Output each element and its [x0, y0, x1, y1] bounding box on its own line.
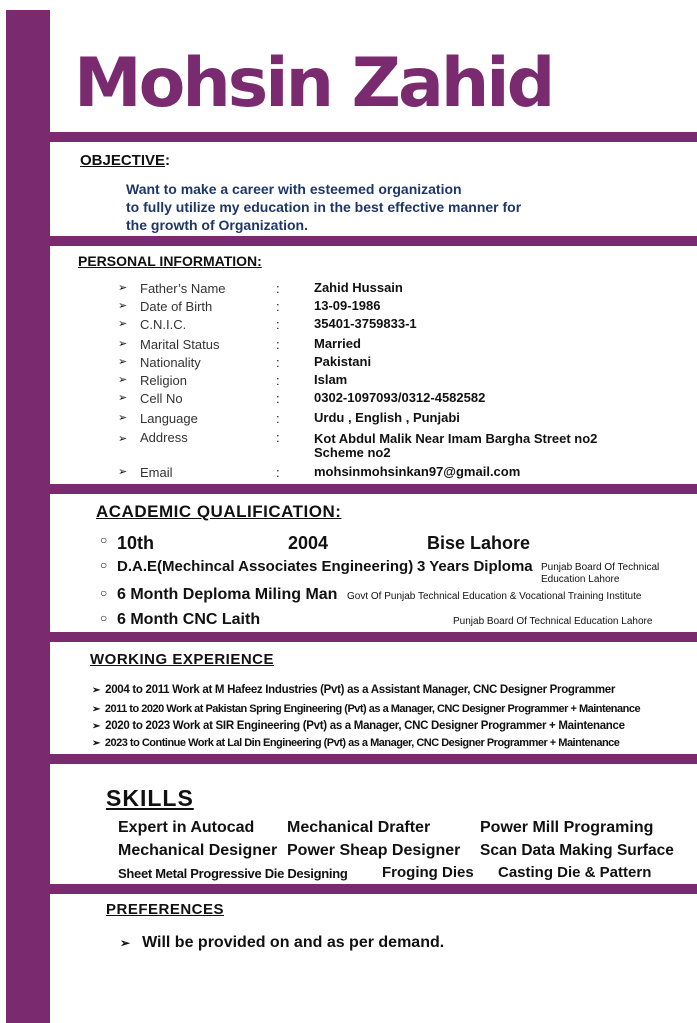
skill-item: Casting Die & Pattern	[498, 864, 652, 881]
info-label: Marital Status	[140, 337, 220, 352]
academic-heading: ACADEMIC QUALIFICATION:	[96, 502, 342, 521]
info-value: Islam	[314, 372, 348, 387]
board: Bise Lahore	[427, 533, 531, 553]
resume-name: Mohsin Zahid	[74, 44, 553, 123]
arrow-icon: ➢	[120, 936, 131, 950]
arrow-icon: ➢	[118, 282, 128, 294]
divider	[50, 754, 697, 764]
arrow-icon: ➢	[118, 466, 128, 478]
bullet-icon: ○	[100, 558, 108, 572]
experience-item: ➢ 2004 to 2011 Work at M Hafeez Industries (Pvt) as a Assistant Manager, CNC Designer Programmer	[92, 684, 616, 696]
info-label: Language	[140, 411, 198, 426]
info-value: 0302-1097093/0312-4582582	[314, 390, 486, 405]
arrow-icon: ➢	[118, 338, 128, 350]
preferences-heading: PREFERENCES	[106, 901, 225, 918]
arrow-icon: ➢	[118, 433, 128, 445]
duration: 3 Years Diploma	[417, 558, 533, 575]
info-label: Religion	[140, 373, 187, 388]
info-label: C.N.I.C.	[140, 317, 187, 332]
arrow-icon: ➢	[118, 374, 128, 386]
info-label: Date of Birth	[140, 299, 213, 314]
info-value: Zahid Hussain	[314, 280, 403, 295]
skills-heading: SKILLS	[106, 785, 194, 811]
left-accent-bar	[6, 10, 50, 1023]
degree: D.A.E(Mechincal Associates Engineering)	[117, 558, 414, 575]
divider	[50, 236, 697, 246]
info-value: Kot Abdul Malik Near Imam Bargha Street no2	[314, 431, 598, 446]
skill-item: Expert in Autocad	[118, 819, 255, 836]
objective-line: Want to make a career with esteemed organization	[126, 181, 462, 197]
institution: Education Lahore	[541, 574, 620, 585]
arrow-icon: ➢	[92, 738, 100, 749]
bullet-icon: ○	[100, 611, 108, 625]
info-value: Urdu , English , Punjabi	[314, 410, 460, 425]
info-value: 13-09-1986	[314, 298, 381, 313]
arrow-icon: ➢	[92, 685, 101, 696]
info-label: Cell No	[140, 391, 183, 406]
info-label: Email	[140, 465, 173, 480]
divider	[50, 884, 697, 894]
skill-item: Froging Dies	[382, 864, 474, 881]
arrow-icon: ➢	[118, 412, 128, 424]
objective-heading: OBJECTIVE:	[80, 152, 171, 169]
experience-item: ➢ 2023 to Continue Work at Lal Din Engineering (Pvt) as a Manager, CNC Designer Programmer + Maintenance	[92, 737, 620, 749]
info-label: Address	[140, 430, 188, 445]
arrow-icon: ➢	[118, 356, 128, 368]
info-value: mohsinmohsinkan97@gmail.com	[314, 464, 521, 479]
info-value: Pakistani	[314, 354, 372, 369]
bullet-icon: ○	[100, 586, 108, 600]
skill-item: Scan Data Making Surface	[480, 842, 674, 859]
experience-heading: WORKING EXPERIENCE	[90, 651, 275, 668]
personal-info-heading: PERSONAL INFORMATION:	[78, 253, 262, 269]
divider	[50, 484, 697, 494]
arrow-icon: ➢	[92, 704, 100, 715]
info-value: Scheme no2	[314, 445, 391, 460]
info-value: Married	[314, 336, 361, 351]
degree: 10th	[117, 533, 155, 553]
experience-item: ➢ 2011 to 2020 Work at Pakistan Spring Engineering (Pvt) as a Manager, CNC Designer Programmer + Maintenance	[92, 703, 641, 715]
institution: Govt Of Punjab Technical Education & Vocational Training Institute	[347, 591, 642, 602]
skill-item: Power Sheap Designer	[287, 842, 461, 859]
bullet-icon: ○	[100, 533, 108, 547]
year: 2004	[288, 533, 329, 553]
preferences-text: ➢ Will be provided on and as per demand.	[120, 934, 445, 951]
institution: Punjab Board Of Technical Education Lahore	[453, 616, 653, 627]
info-value: 35401-3759833-1	[314, 316, 417, 331]
experience-item: ➢ 2020 to 2023 Work at SIR Engineering (Pvt) as a Manager, CNC Designer Programmer + Maintenance	[92, 720, 625, 732]
objective-line: the growth of Organization.	[126, 217, 308, 233]
objective-text	[126, 180, 521, 234]
divider	[50, 632, 697, 642]
arrow-icon: ➢	[118, 300, 128, 312]
degree: 6 Month CNC Laith	[117, 611, 261, 628]
objective-line: to fully utilize my education in the best effective manner for	[126, 199, 522, 215]
arrow-icon: ➢	[118, 392, 128, 404]
info-label: Father’s Name	[140, 281, 226, 296]
arrow-icon: ➢	[92, 721, 101, 732]
skill-item: Mechanical Designer	[118, 842, 278, 859]
divider	[50, 132, 697, 142]
skill-item: Mechanical Drafter	[287, 819, 431, 836]
degree: 6 Month Deploma Miling Man	[117, 586, 338, 603]
skill-item: Sheet Metal Progressive Die Designing	[118, 866, 348, 881]
institution: Punjab Board Of Technical	[541, 562, 660, 573]
skill-item: Power Mill Programing	[480, 819, 654, 836]
arrow-icon: ➢	[118, 318, 128, 330]
info-label: Nationality	[140, 355, 201, 370]
